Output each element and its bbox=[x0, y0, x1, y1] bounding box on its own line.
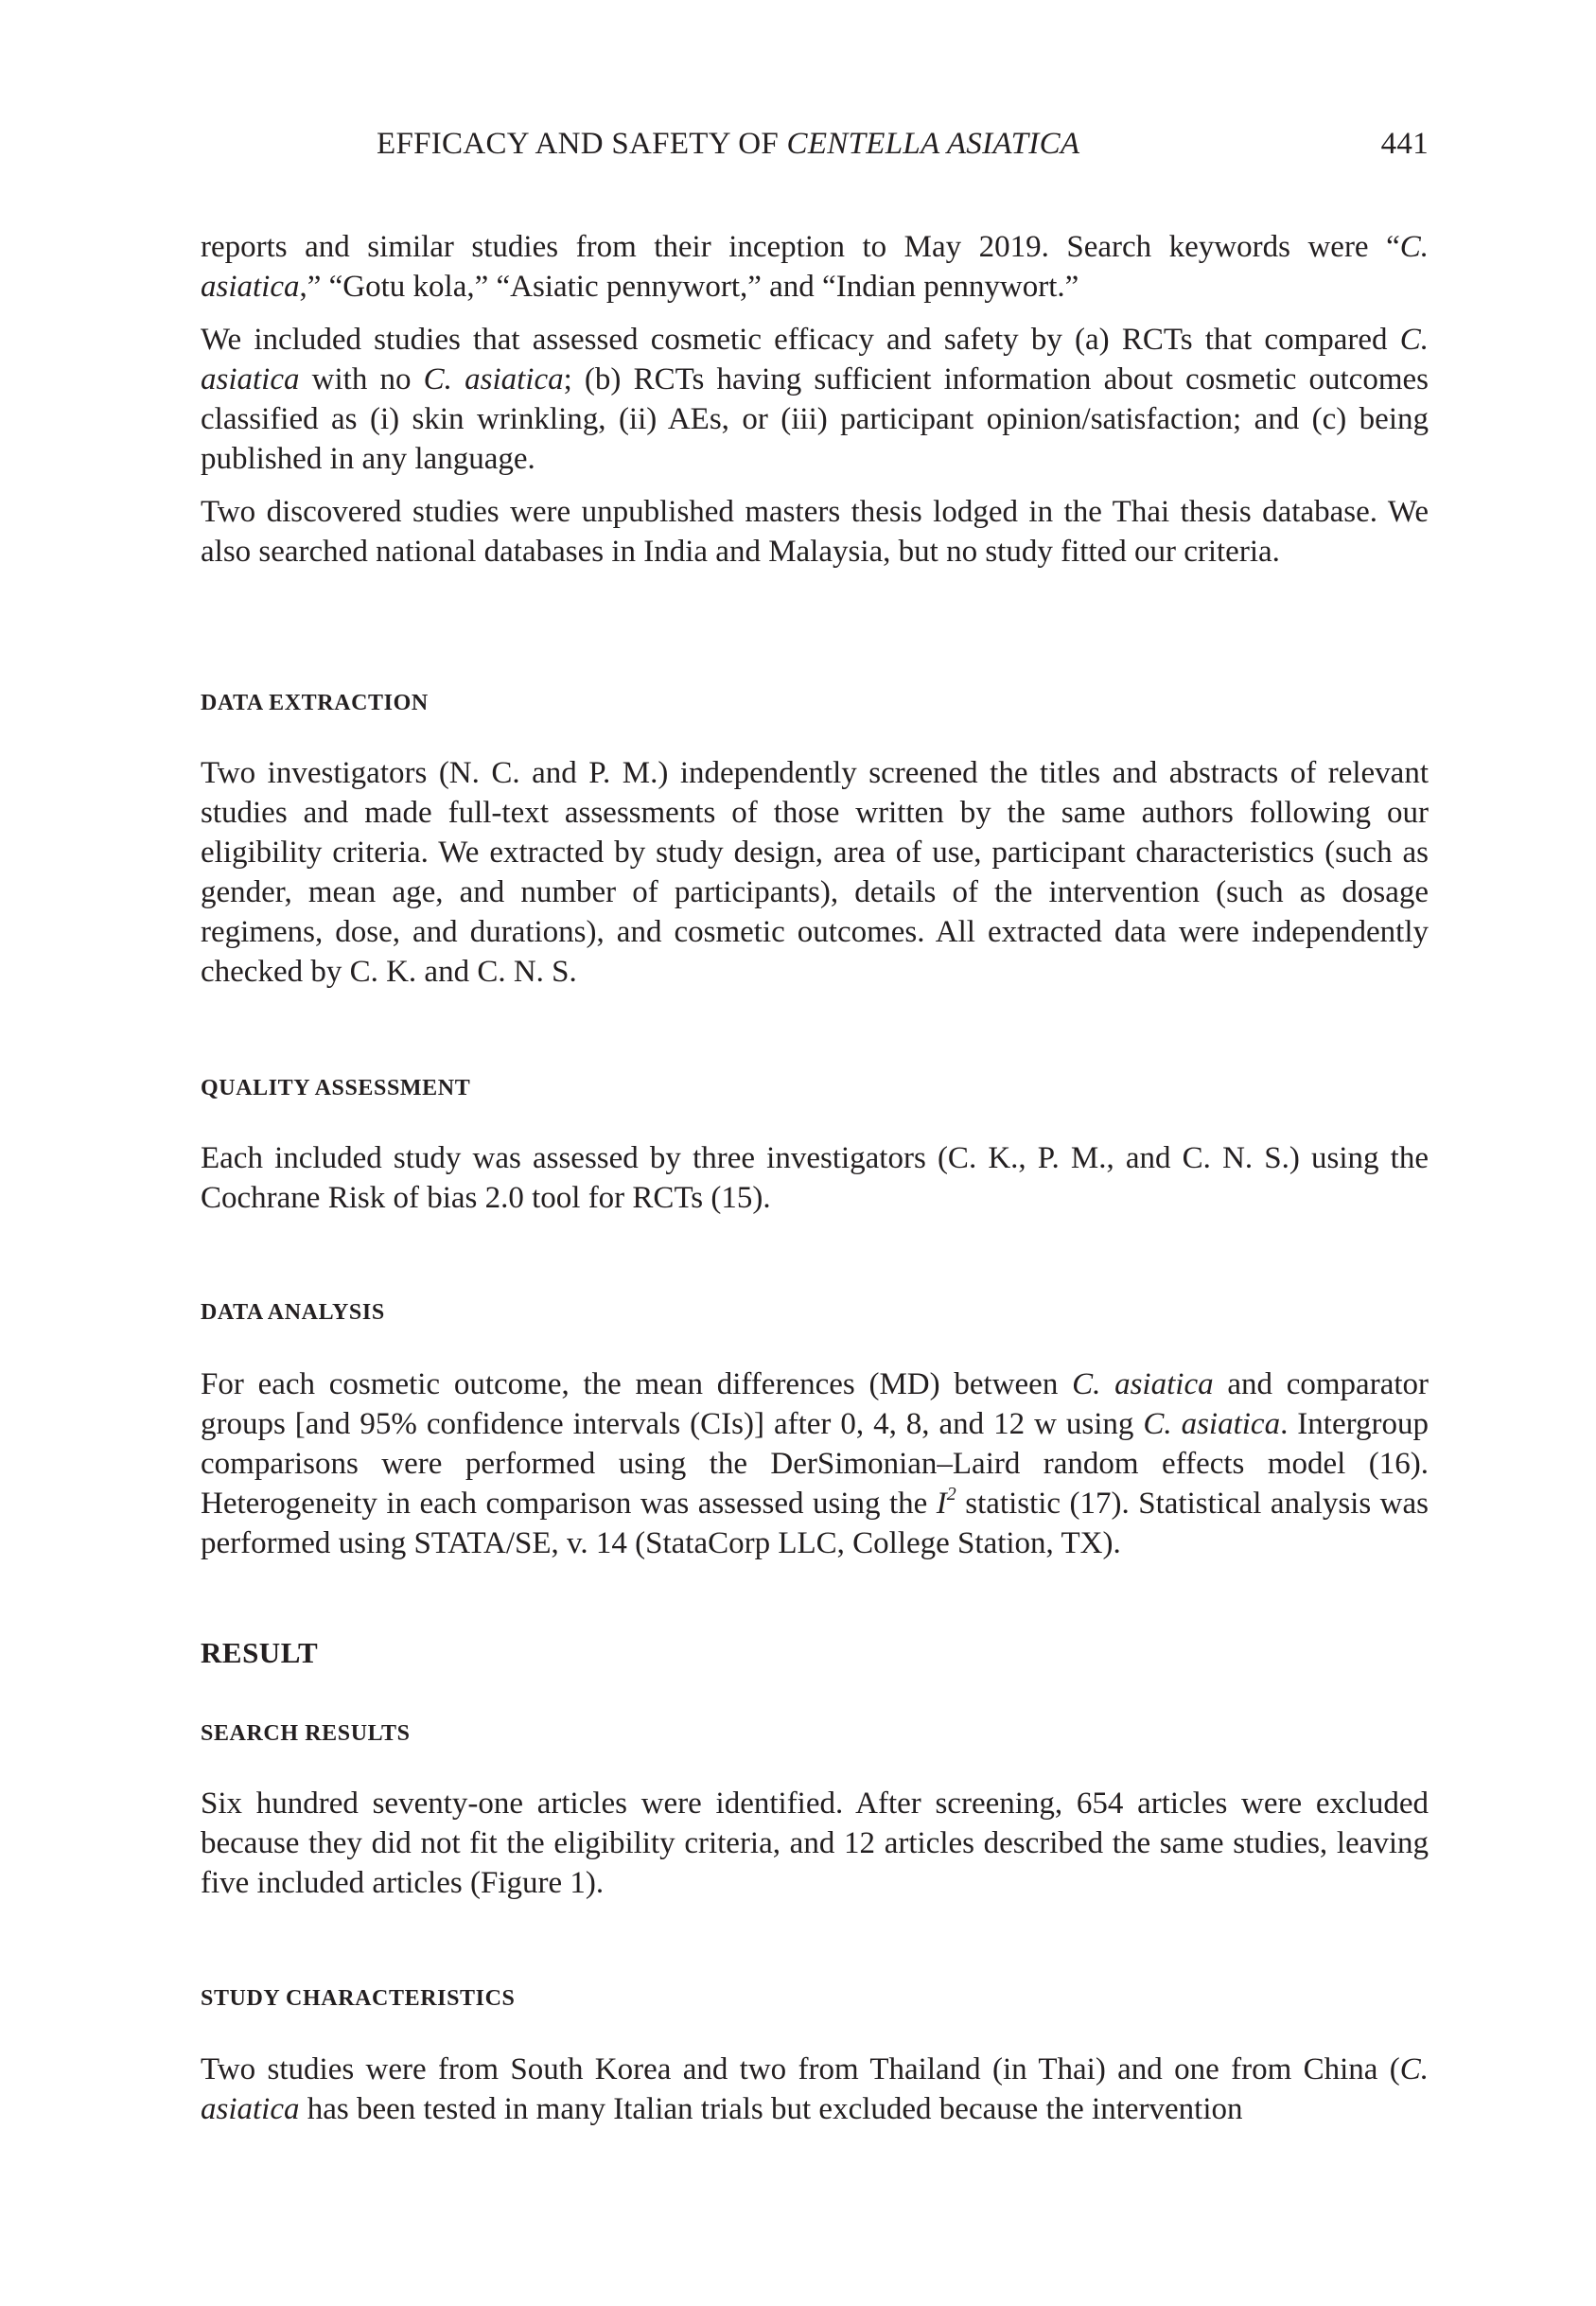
search-results-body bbox=[201, 1784, 1429, 1903]
search-results-heading: SEARCH RESULTS bbox=[201, 1721, 411, 1746]
data-extraction-paragraph: Two investigators (N. C. and P. M.) independently screened the titles and abstracts of relevant studies and made full-text assessments of those written by the same authors following our eligibility criteria. We extracted by study design, area of use, participant characteristics (such as gender, mean age, and number of participants), details of the intervention (such as dosage regimens, dose, and durations), and cosmetic outcomes. All extracted data were independently checked by C. K. and C. N. S. bbox=[201, 756, 1429, 989]
intro-section bbox=[201, 227, 1429, 572]
study-characteristics-heading: STUDY CHARACTERISTICS bbox=[201, 1986, 516, 2011]
running-head bbox=[201, 127, 1429, 168]
quality-assessment-section bbox=[201, 1074, 1429, 1102]
result-heading: RESULT bbox=[201, 1636, 319, 1669]
running-title: EFFICACY AND SAFETY OF CENTELLA ASIATICA bbox=[377, 127, 1080, 161]
search-results-section bbox=[201, 1719, 1429, 1748]
result-section bbox=[201, 1634, 1429, 1672]
study-characteristics-body bbox=[201, 2050, 1429, 2129]
search-results-paragraph: Six hundred seventy-one articles were identified. After screening, 654 articles were excluded because they did not fit the eligibility criteria, and 12 articles described the same studies, leaving five included articles (Figure 1). bbox=[201, 1787, 1429, 1900]
data-extraction-section bbox=[201, 689, 1429, 717]
quality-assessment-heading: QUALITY ASSESSMENT bbox=[201, 1076, 471, 1100]
intro-paragraph-3: Two discovered studies were unpublished masters thesis lodged in the Thai thesis database. We also searched national databases in India and Malaysia, but no study fitted our criteria. bbox=[201, 495, 1429, 569]
quality-assessment-body bbox=[201, 1138, 1429, 1218]
data-analysis-heading: DATA ANALYSIS bbox=[201, 1300, 385, 1325]
running-title-species: CENTELLA ASIATICA bbox=[786, 127, 1080, 161]
data-analysis-body bbox=[201, 1364, 1429, 1563]
quality-assessment-paragraph: Each included study was assessed by three investigators (C. K., P. M., and C. N. S.) using the Cochrane Risk of bias 2.0 tool for RCTs (15). bbox=[201, 1141, 1429, 1215]
page-number: 441 bbox=[1380, 127, 1429, 161]
data-extraction-heading: DATA EXTRACTION bbox=[201, 691, 429, 715]
intro-paragraph-1: reports and similar studies from their inception to May 2019. Search keywords were “C. asiatica,” “Gotu kola,” “Asiatic pennywort,” and “Indian pennywort.” bbox=[201, 230, 1429, 304]
data-analysis-paragraph: For each cosmetic outcome, the mean differences (MD) between C. asiatica and comparator groups [and 95% confidence intervals (CIs)] after 0, 4, 8, and 12 w using C. asiatica. Intergroup comparisons were performed using the DerSimonian–Laird random effects model (16). Heterogeneity in each comparison was assessed using the $I^2$ statistic (17). Statistical analysis was performed using STATA/SE, v. 14 (StataCorp LLC, College Station, TX). bbox=[201, 1367, 1429, 1560]
intro-paragraph-2: We included studies that assessed cosmetic efficacy and safety by (a) RCTs that compared C. asiatica with no C. asiatica; (b) RCTs having sufficient information about cosmetic outcomes classified as (i) skin wrinkling, (ii) AEs, or (iii) participant opinion/satisfaction; and (c) being published in any language. bbox=[201, 323, 1429, 476]
data-analysis-section bbox=[201, 1298, 1429, 1327]
study-characteristics-section bbox=[201, 1984, 1429, 2013]
study-characteristics-paragraph: Two studies were from South Korea and two from Thailand (in Thai) and one from China (C. asiatica has been tested in many Italian trials but excluded because the intervention bbox=[201, 2052, 1429, 2126]
data-extraction-body bbox=[201, 753, 1429, 992]
